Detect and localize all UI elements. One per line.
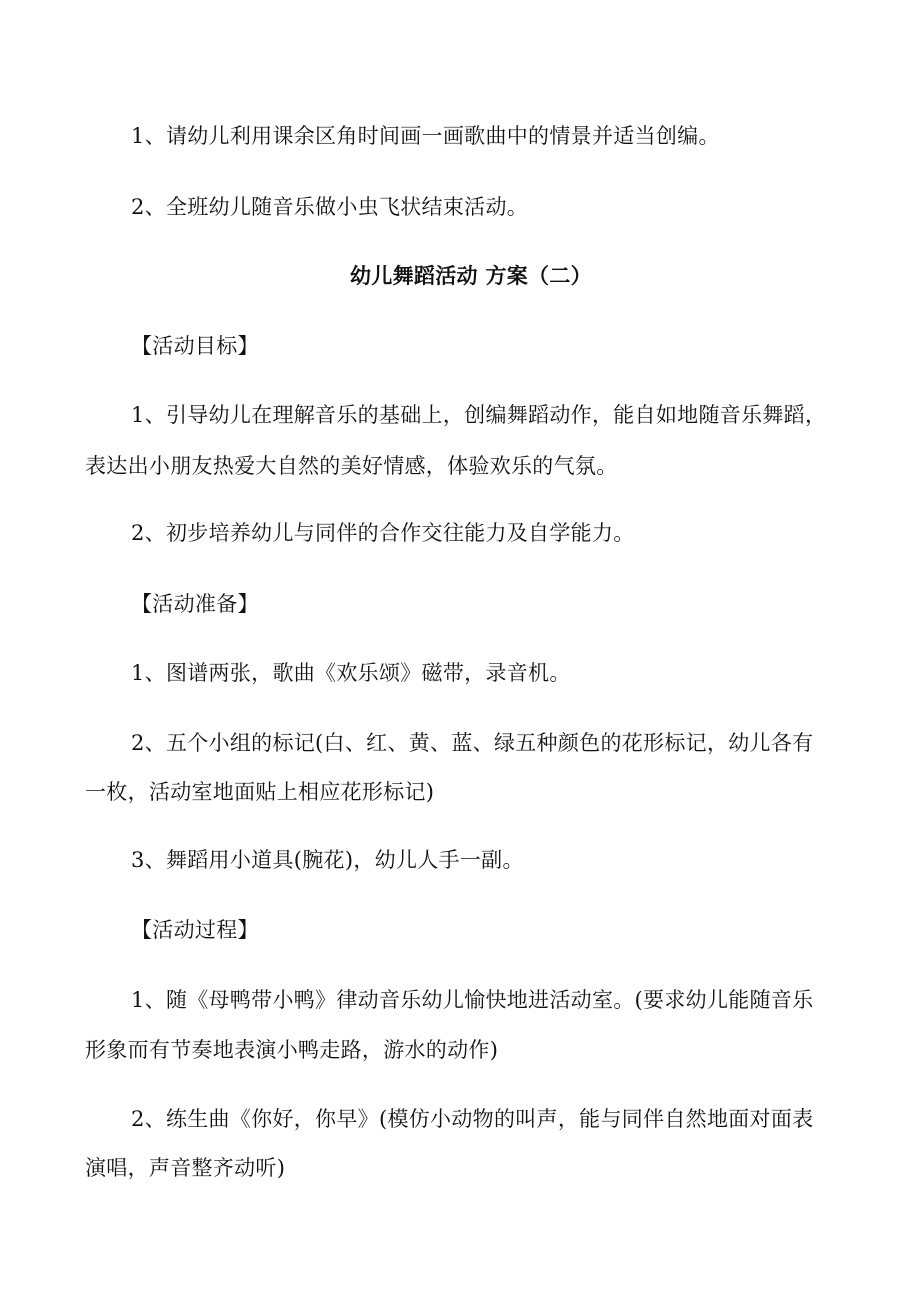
section-title: 幼儿舞蹈活动 方案（二） [350,264,592,288]
goals-item-1-line-1: 1、引导幼儿在理解音乐的基础上，创编舞蹈动作，能自如地随音乐舞蹈， [131,403,827,427]
preparation-heading: 【活动准备】 [131,592,259,616]
preparation-item-1: 1、图谱两张，歌曲《欢乐颂》磁带，录音机。 [131,661,571,685]
goals-heading: 【活动目标】 [131,334,259,358]
process-heading: 【活动过程】 [131,918,259,942]
preparation-item-2-line-1: 2、五个小组的标记(白、红、黄、蓝、绿五种颜色的花形标记，幼儿各有 [131,731,814,755]
goals-item-2: 2、初步培养幼儿与同伴的合作交往能力及自学能力。 [131,521,635,545]
process-item-1-line-1: 1、随《母鸭带小鸭》律动音乐幼儿愉快地进活动室。(要求幼儿能随音乐 [131,988,814,1012]
preparation-item-3: 3、舞蹈用小道具(腕花)，幼儿人手一副。 [131,848,524,872]
goals-item-1-line-2: 表达出小朋友热爱大自然的美好情感，体验欢乐的气氛。 [85,454,618,478]
prev-item-2: 2、全班幼儿随音乐做小虫飞状结束活动。 [131,195,529,219]
prev-item-1: 1、请幼儿利用课余区角时间画一画歌曲中的情景并适当创编。 [131,124,720,148]
preparation-item-2-line-2: 一枚，活动室地面贴上相应花形标记) [85,780,435,804]
process-item-2-line-2: 演唱，声音整齐动听) [85,1156,286,1180]
process-item-1-line-2: 形象而有节奏地表演小鸭走路，游水的动作) [85,1038,499,1062]
process-item-2-line-1: 2、练生曲《你好，你早》(模仿小动物的叫声，能与同伴自然地面对面表 [131,1107,814,1131]
